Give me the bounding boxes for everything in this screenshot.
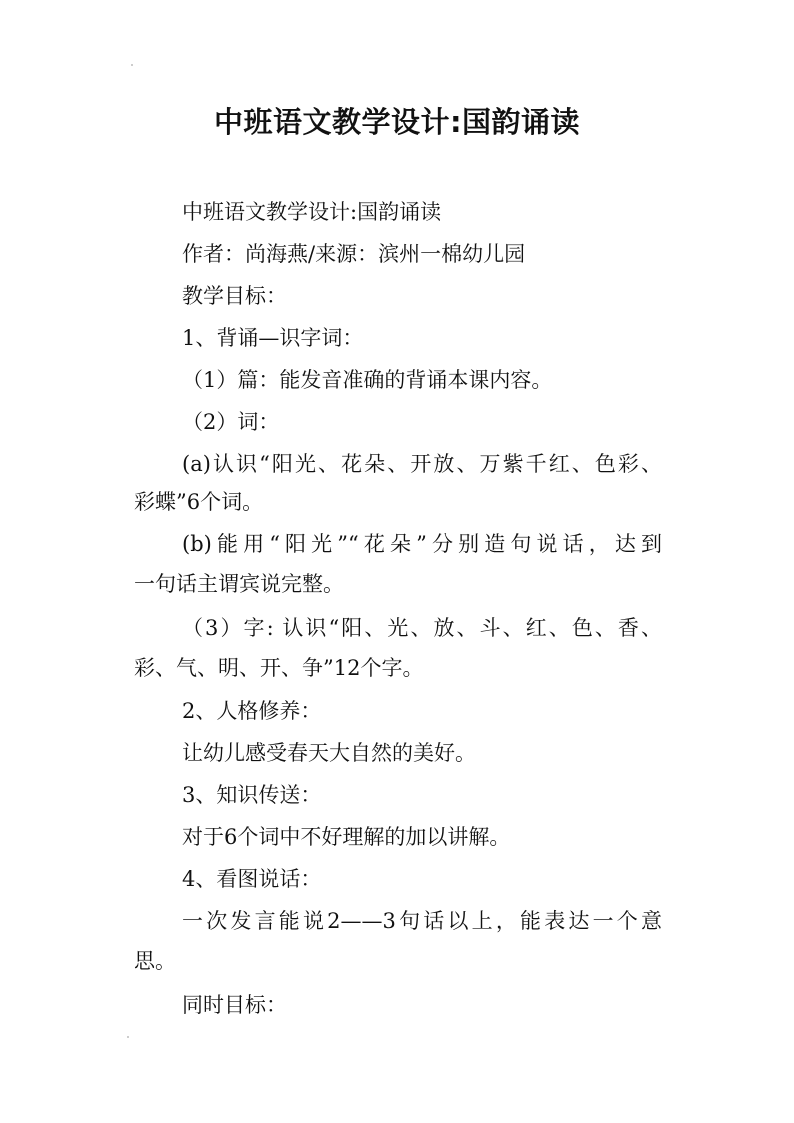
paragraph-line: （1）篇：能发音准确的背诵本课内容。 [182, 368, 553, 392]
paragraph-line: 一次发言能说2——3句话以上，能表达一个意 [182, 909, 662, 933]
scan-speck [127, 1036, 129, 1038]
author-line: 作者：尚海燕/来源：滨州一棉幼儿园 [182, 242, 526, 266]
paragraph-line: (b)能用“阳光”“花朵”分别造句说话，达到 [182, 532, 662, 556]
paragraph-line: 一句话主谓宾说完整。 [134, 572, 344, 596]
paragraph-line: 彩、气、明、开、争”12个字。 [134, 656, 424, 680]
scan-speck [131, 64, 133, 66]
section-heading: 2、人格修养： [182, 699, 322, 723]
section-heading: 教学目标： [182, 284, 287, 308]
heading-line: 中班语文教学设计:国韵诵读 [182, 200, 442, 224]
paragraph-line: （3）字: 认识“阳、光、放、斗、红、色、香、 [182, 616, 662, 640]
paragraph-line: 彩蝶”6个词。 [134, 490, 264, 514]
paragraph-line: 让幼儿感受春天大自然的美好。 [182, 741, 476, 765]
paragraph-line: 思。 [134, 949, 176, 973]
paragraph-line: (a)认识“阳光、花朵、开放、万紫千红、色彩、 [182, 452, 662, 476]
paragraph-line: 对于6个词中不好理解的加以讲解。 [182, 825, 511, 849]
paragraph-line: （2）词： [182, 410, 280, 434]
section-heading: 3、知识传送： [182, 783, 322, 807]
document-title: 中班语文教学设计:国韵诵读 [213, 105, 581, 139]
section-heading: 同时目标： [182, 993, 287, 1017]
section-heading: 1、背诵—识字词： [182, 326, 364, 350]
section-heading: 4、看图说话： [182, 867, 322, 891]
